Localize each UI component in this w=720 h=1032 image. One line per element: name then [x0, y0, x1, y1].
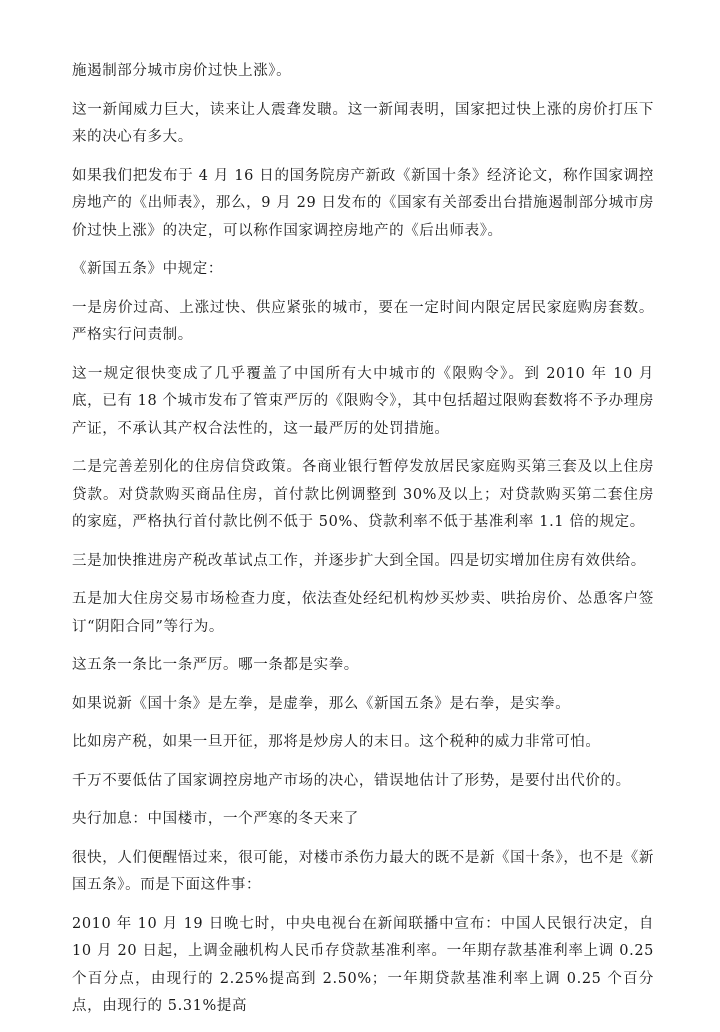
paragraph: 三是加快推进房产税改革试点工作，并逐步扩大到全国。四是切实增加住房有效供给。	[72, 552, 646, 569]
paragraph: 如果我们把发布于 4 月 16 日的国务院房产新政《新国十条》经济论文，称作国家调控房地产的《出师表》，那么，9 月 29 日发布的《国家有关部委出台措施遏制部分城市房价过快上涨》的决定，可以称作国家调控房地产的《后出师表》。	[72, 167, 654, 239]
paragraph: 这五条一条比一条严厉。哪一条都是实拳。	[72, 657, 359, 673]
paragraph: 《新国五条》中规定：	[72, 261, 223, 277]
paragraph: 这一规定很快变成了几乎覆盖了中国所有大中城市的《限购令》。到 2010 年 10 月底，已有 18 个城市发布了管束严厉的《限购令》，其中包括超过限购套数将不予办理房产证，不承认其产权合法性的，这一最严厉的处罚措施。	[72, 365, 654, 437]
paragraph: 比如房产税，如果一旦开征，那将是炒房人的末日。这个税种的威力非常可怕。	[72, 734, 601, 750]
paragraph: 二是完善差别化的住房信贷政策。各商业银行暂停发放居民家庭购买第三套及以上住房贷款。对贷款购买商品住房，首付款比例调整到 30%及以上；对贷款购买第二套住房的家庭，严格执行首付款比例不低于 50%、贷款利率不低于基准利率 1.1 倍的规定。	[72, 459, 654, 530]
paragraph: 这一新闻威力巨大，读来让人震聋发聩。这一新闻表明，国家把过快上涨的房价打压下来的决心有多大。	[72, 101, 654, 145]
paragraph: 很快，人们便醒悟过来，很可能，对楼市杀伤力最大的既不是新《国十条》，也不是《新国五条》。而是下面这件事：	[72, 849, 654, 893]
paragraph: 一是房价过高、上涨过快、供应紧张的城市，要在一定时间内限定居民家庭购房套数。严格实行问责制。	[72, 299, 654, 343]
paragraph: 五是加大住房交易市场检查力度，依法查处经纪机构炒买炒卖、哄抬房价、怂恿客户签订“阴阳合同”等行为。	[72, 591, 654, 635]
paragraph: 施遏制部分城市房价过快上涨》。	[72, 63, 292, 79]
paragraph: 如果说新《国十条》是左拳，是虚拳，那么《新国五条》是右拳，是实拳。	[72, 695, 571, 712]
paragraph: 2010 年 10 月 19 日晚七时，中央电视台在新闻联播中宣布：中国人民银行决定，自 10 月 20 日起，上调金融机构人民币存贷款基准利率。一年期存款基准利率上调 0.25 个百分点，由现行的 2.25%提高到 2.50%；一年期贷款基准利率上调 0.25 个百分点，由现行的 5.31%提高	[72, 915, 654, 1014]
document-body	[72, 58, 654, 1032]
paragraph: 千万不要低估了国家调控房地产市场的决心，错误地估计了形势，是要付出代价的。	[72, 772, 631, 789]
section-heading: 央行加息：中国楼市，一个严寒的冬天来了	[72, 811, 359, 827]
